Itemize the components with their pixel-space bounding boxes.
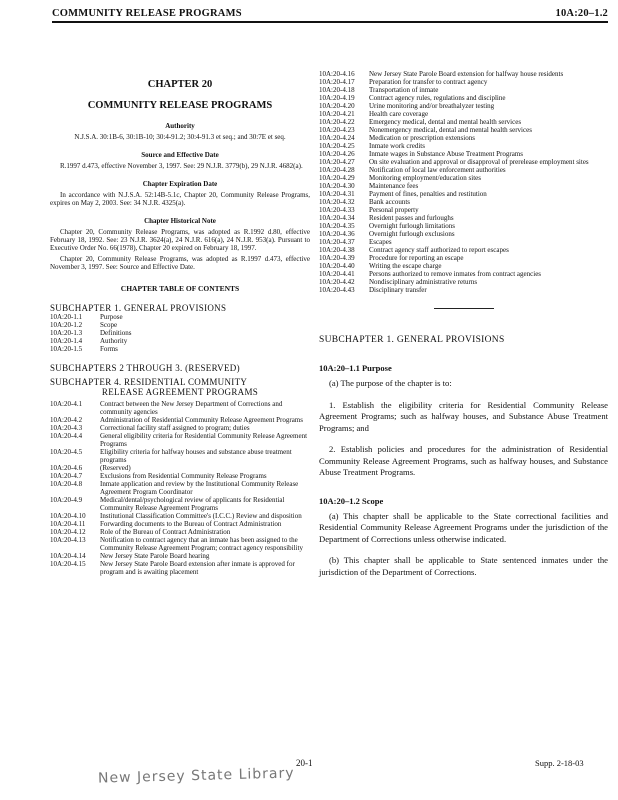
toc-text: Nondisciplinary administrative returns xyxy=(369,278,478,286)
toc-entry xyxy=(319,270,608,278)
toc-subchapter-1: SUBCHAPTER 1. GENERAL PROVISIONS xyxy=(50,303,227,313)
toc-text: Health care coverage xyxy=(369,110,429,118)
header-section: 10A:20–1.2 xyxy=(555,8,608,19)
toc-heading: CHAPTER TABLE OF CONTENTS xyxy=(120,284,240,293)
header-title: COMMUNITY RELEASE PROGRAMS xyxy=(52,8,242,19)
toc-num: 10A:20-4.32 xyxy=(319,198,355,206)
toc-text: Correctional facility staff assigned to program; duties xyxy=(100,424,250,432)
toc-text: New Jersey State Parole Board extension for halfway house residents xyxy=(369,70,564,78)
toc-num: 10A:20-4.30 xyxy=(319,182,355,190)
toc-num: 10A:20-4.23 xyxy=(319,126,355,134)
toc-text: Payment of fines, penalties and restitution xyxy=(369,190,487,198)
toc-text: Notification of local law enforcement authorities xyxy=(369,166,506,174)
toc-entry xyxy=(50,472,310,480)
page-number: 20-1 xyxy=(296,758,313,768)
authority-text: N.J.S.A. 30:1B-6, 30:1B-10; 30:4-91.2; 30:4-91.3 et seq.; and 30:7E et seq. xyxy=(74,133,286,141)
toc-entry xyxy=(319,238,608,246)
toc-num: 10A:20-4.15 xyxy=(50,560,86,568)
toc-entry xyxy=(50,480,310,496)
toc-text: (Reserved) xyxy=(100,464,131,472)
toc-list-continued xyxy=(319,70,608,294)
toc-entry xyxy=(50,313,310,321)
toc-text: Overnight furlough limitations xyxy=(369,222,455,230)
toc-list-sub4 xyxy=(50,400,310,576)
right-column xyxy=(319,70,608,578)
toc-text: Administration of Residential Community Release Agreement Programs xyxy=(100,416,303,424)
toc-num: 10A:20-4.31 xyxy=(319,190,355,198)
supplement-date: Supp. 2-18-03 xyxy=(535,758,584,768)
toc-entry xyxy=(319,198,608,206)
toc-entry xyxy=(319,174,608,182)
section-divider xyxy=(434,308,494,309)
toc-num: 10A:20-1.1 xyxy=(50,313,83,321)
toc-entry xyxy=(50,512,310,520)
left-column xyxy=(50,78,310,576)
toc-entry xyxy=(50,400,310,416)
subchapter-1-heading: SUBCHAPTER 1. GENERAL PROVISIONS xyxy=(319,335,505,345)
toc-text: Preparation for transfer to contract agency xyxy=(369,78,488,86)
toc-entry xyxy=(319,262,608,270)
toc-text: General eligibility criteria for Residential Community Release Agreement Programs xyxy=(100,432,308,448)
toc-entry xyxy=(50,424,310,432)
toc-num: 10A:20-4.36 xyxy=(319,230,355,238)
toc-text: Overnight furlough exclusions xyxy=(369,230,455,238)
toc-num: 10A:20-1.4 xyxy=(50,337,83,345)
toc-entry xyxy=(319,94,608,102)
toc-entry xyxy=(319,134,608,142)
toc-entry xyxy=(50,329,310,337)
toc-entry xyxy=(319,150,608,158)
toc-num: 10A:20-4.38 xyxy=(319,246,355,254)
toc-text: Emergency medical, dental and mental health services xyxy=(369,118,522,126)
toc-num: 10A:20-4.11 xyxy=(50,520,86,528)
toc-num: 10A:20-4.28 xyxy=(319,166,355,174)
toc-text: Eligibility criteria for halfway houses and substance abuse treatment programs xyxy=(100,448,292,464)
toc-text: Maintenance fees xyxy=(369,182,419,190)
toc-text: Nonemergency medical, dental and mental health services xyxy=(369,126,532,134)
chapter-number: CHAPTER 20 xyxy=(147,79,213,90)
toc-num: 10A:20-1.5 xyxy=(50,345,83,353)
toc-entry xyxy=(319,166,608,174)
toc-num: 10A:20-4.17 xyxy=(319,78,355,86)
toc-entry xyxy=(319,254,608,262)
history-text-1: Chapter 20, Community Release Programs, was adopted as R.1992 d.80, effective February 18, 1992. See: 23 N.J.R. 3624(a), 24 N.J.R. 616(a), 24 N.J.R. 953(a). Pursuant to Executive Order No. 66(1978), Chapter 20 expired on February 18, 1997. xyxy=(50,228,310,252)
toc-entry xyxy=(319,222,608,230)
toc-num: 10A:20-4.12 xyxy=(50,528,86,536)
toc-text: Purpose xyxy=(100,313,123,321)
toc-num: 10A:20-4.40 xyxy=(319,262,355,270)
toc-num: 10A:20-4.6 xyxy=(50,464,83,472)
toc-num: 10A:20-4.27 xyxy=(319,158,355,166)
expiration-heading: Chapter Expiration Date xyxy=(142,180,218,188)
library-stamp: New Jersey State Library xyxy=(97,765,295,787)
toc-num: 10A:20-4.33 xyxy=(319,206,355,214)
toc-text: Bank accounts xyxy=(369,198,411,206)
section-1-2-a: (a) This chapter shall be applicable to the State correctional facilities and Residential Community Release Agreement Programs under the jurisdiction of the Department of Corrections unless otherwise indicated. xyxy=(319,510,608,544)
toc-num: 10A:20-4.41 xyxy=(319,270,355,278)
toc-num: 10A:20-4.29 xyxy=(319,174,355,182)
toc-num: 10A:20-4.14 xyxy=(50,552,86,560)
toc-text: Persons authorized to remove inmates from contract agencies xyxy=(369,270,542,278)
toc-text: Contract agency staff authorized to report escapes xyxy=(369,246,509,254)
toc-num: 10A:20-4.7 xyxy=(50,472,83,480)
toc-list-sub1 xyxy=(50,313,310,353)
toc-num: 10A:20-4.26 xyxy=(319,150,355,158)
history-heading: Chapter Historical Note xyxy=(144,217,216,225)
toc-num: 10A:20-4.18 xyxy=(319,86,355,94)
toc-text: Writing the escape charge xyxy=(369,262,442,270)
toc-text: Scope xyxy=(100,321,118,329)
toc-num: 10A:20-4.22 xyxy=(319,118,355,126)
toc-num: 10A:20-4.35 xyxy=(319,222,355,230)
toc-text: Forms xyxy=(100,345,118,353)
toc-num: 10A:20-4.39 xyxy=(319,254,355,262)
toc-text: Monitoring employment/education sites xyxy=(369,174,481,182)
toc-entry xyxy=(50,536,310,552)
toc-entry xyxy=(319,246,608,254)
toc-text: New Jersey State Parole Board hearing xyxy=(100,552,210,560)
toc-entry xyxy=(319,118,608,126)
toc-num: 10A:20-4.16 xyxy=(319,70,355,78)
toc-entry xyxy=(50,464,310,472)
toc-entry xyxy=(319,126,608,134)
toc-num: 10A:20-4.13 xyxy=(50,536,86,544)
toc-num: 10A:20-4.24 xyxy=(319,134,355,142)
authority-heading: Authority xyxy=(165,122,195,130)
toc-text: Institutional Classification Committee's (I.C.C.) Review and disposition xyxy=(100,512,302,520)
toc-subchapter-4-line2: RELEASE AGREEMENT PROGRAMS xyxy=(101,387,259,397)
toc-num: 10A:20-4.9 xyxy=(50,496,83,504)
toc-entry xyxy=(319,230,608,238)
toc-num: 10A:20-4.21 xyxy=(319,110,355,118)
toc-text: Inmate work credits xyxy=(369,142,425,150)
toc-entry xyxy=(319,142,608,150)
toc-num: 10A:20-1.2 xyxy=(50,321,83,329)
toc-text: Resident passes and furloughs xyxy=(369,214,454,222)
toc-num: 10A:20-4.25 xyxy=(319,142,355,150)
section-1-1-heading: 10A:20–1.1 Purpose xyxy=(319,363,392,373)
toc-num: 10A:20-4.1 xyxy=(50,400,83,408)
source-text: R.1997 d.473, effective November 3, 1997. See: 29 N.J.R. 3779(b), 29 N.J.R. 4682(a). xyxy=(60,162,303,170)
toc-entry xyxy=(50,496,310,512)
toc-entry xyxy=(50,345,310,353)
section-1-1-item-2: 2. Establish policies and procedures for the administration of Residential Community Release Agreement Programs, such as halfway houses, and Substance Abuse Treatment Programs. xyxy=(319,444,608,477)
toc-text: New Jersey State Parole Board extension after inmate is approved for program and is awaiting placement xyxy=(100,560,295,576)
chapter-title: COMMUNITY RELEASE PROGRAMS xyxy=(87,100,273,111)
toc-entry xyxy=(50,528,310,536)
toc-text: Role of the Bureau of Contract Administration xyxy=(100,528,231,536)
toc-entry xyxy=(50,560,310,576)
toc-subchapters-2-3: SUBCHAPTERS 2 THROUGH 3. (RESERVED) xyxy=(50,363,240,373)
toc-num: 10A:20-4.10 xyxy=(50,512,86,520)
toc-text: Definitions xyxy=(100,329,132,337)
toc-text: Inmate application and review by the Institutional Community Release Agreement Program Coordinator xyxy=(100,480,299,496)
toc-entry xyxy=(319,278,608,286)
toc-entry xyxy=(50,321,310,329)
toc-num: 10A:20-4.20 xyxy=(319,102,355,110)
toc-text: Contract agency rules, regulations and discipline xyxy=(369,94,506,102)
toc-text: Medical/dental/psychological review of applicants for Residential Community Release Agreement Programs xyxy=(100,496,285,512)
toc-text: Notification to contract agency that an inmate has been assigned to the Community Release Agreement Program; contract agency responsibility xyxy=(100,536,303,552)
toc-entry xyxy=(50,520,310,528)
toc-text: Urine monitoring and/or breathalyzer testing xyxy=(369,102,495,110)
toc-entry xyxy=(319,286,608,294)
toc-text: Escapes xyxy=(369,238,392,246)
toc-entry xyxy=(319,182,608,190)
toc-entry xyxy=(50,416,310,424)
toc-entry xyxy=(50,432,310,448)
toc-text: Disciplinary transfer xyxy=(369,286,427,294)
toc-num: 10A:20-4.5 xyxy=(50,448,83,456)
running-header xyxy=(52,8,608,22)
toc-num: 10A:20-4.37 xyxy=(319,238,355,246)
toc-num: 10A:20-1.3 xyxy=(50,329,83,337)
header-rule xyxy=(52,21,608,23)
toc-entry xyxy=(319,110,608,118)
toc-text: Medication or prescription extensions xyxy=(369,134,475,142)
section-1-1-a: (a) The purpose of the chapter is to: xyxy=(329,378,452,388)
toc-text: Personal property xyxy=(369,206,419,214)
toc-num: 10A:20-4.3 xyxy=(50,424,83,432)
toc-text: Exclusions from Residential Community Release Programs xyxy=(100,472,267,480)
toc-entry xyxy=(319,78,608,86)
toc-subchapter-4-line1: SUBCHAPTER 4. RESIDENTIAL COMMUNITY xyxy=(50,377,248,387)
toc-text: Transportation of inmate xyxy=(369,86,439,94)
toc-num: 10A:20-4.43 xyxy=(319,286,355,294)
toc-entry xyxy=(319,206,608,214)
expiration-text: In accordance with N.J.S.A. 52:14B-5.1c, Chapter 20, Community Release Programs, expires on May 2, 2003. See: 34 N.J.R. 4325(a). xyxy=(50,191,310,207)
toc-entry xyxy=(319,214,608,222)
toc-num: 10A:20-4.4 xyxy=(50,432,83,440)
toc-text: Contract between the New Jersey Department of Corrections and community agencies xyxy=(100,400,283,416)
toc-entry xyxy=(319,70,608,78)
source-heading: Source and Effective Date xyxy=(141,151,219,159)
toc-text: Forwarding documents to the Bureau of Contract Administration xyxy=(100,520,282,528)
toc-num: 10A:20-4.8 xyxy=(50,480,83,488)
toc-entry xyxy=(319,102,608,110)
toc-text: On site evaluation and approval or disapproval of prerelease employment sites xyxy=(369,158,589,166)
section-1-2-heading: 10A:20–1.2 Scope xyxy=(319,495,384,506)
toc-text: Procedure for reporting an escape xyxy=(369,254,464,262)
toc-entry xyxy=(50,337,310,345)
toc-entry xyxy=(50,552,310,560)
section-1-1-item-1: 1. Establish the eligibility criteria for Residential Community Release Agreement Programs; such as halfway houses, and Substance Abuse Treatment Programs; and xyxy=(319,399,608,433)
history-text-2: Chapter 20, Community Release Programs, was adopted as R.1997 d.473, effective November 3, 1997. See: Source and Effective Date. xyxy=(50,255,310,271)
toc-entry xyxy=(319,190,608,198)
toc-num: 10A:20-4.42 xyxy=(319,278,355,286)
section-1-2-b: (b) This chapter shall be applicable to State sentenced inmates under the jurisdiction of the Department of Corrections. xyxy=(319,555,608,577)
toc-entry xyxy=(50,448,310,464)
toc-num: 10A:20-4.2 xyxy=(50,416,83,424)
toc-num: 10A:20-4.19 xyxy=(319,94,355,102)
toc-text: Authority xyxy=(100,337,128,345)
toc-num: 10A:20-4.34 xyxy=(319,214,355,222)
toc-entry xyxy=(319,86,608,94)
toc-entry xyxy=(319,158,608,166)
toc-text: Inmate wages in Substance Abuse Treatment Programs xyxy=(369,150,523,158)
